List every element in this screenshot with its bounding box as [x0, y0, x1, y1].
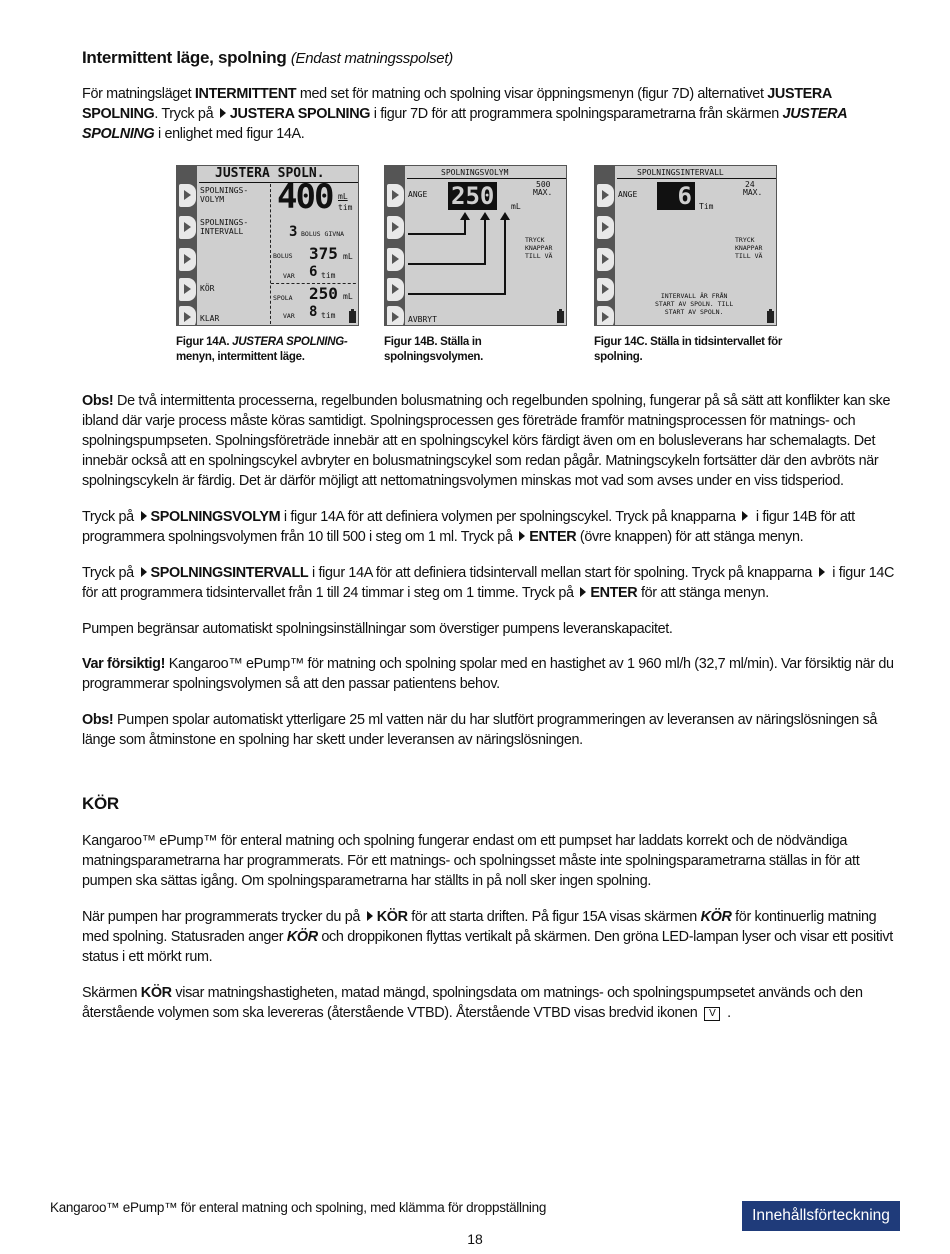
lcd-var1-value: 6 — [309, 264, 318, 280]
lcd-interval-note: INTERVALL ÄR FRÅN START AV SPOLN. TILL START AV SPOLN. — [655, 292, 734, 316]
lcd-big-value: 400 — [277, 177, 333, 217]
lcd-ange-label: ANGE — [408, 190, 428, 199]
lcd-bolus-count: 3 — [289, 224, 298, 240]
lcd-menu-kor: KÖR — [200, 284, 215, 293]
softkey-button — [387, 278, 404, 301]
softkey-button — [597, 306, 614, 326]
lcd-bolus-label: BOLUS — [273, 252, 293, 260]
softkey-button — [597, 184, 614, 207]
lcd-arrow-lines — [405, 166, 567, 326]
lcd-spola-label: SPOLA — [273, 294, 293, 302]
arrow-right-icon — [220, 108, 226, 118]
intro-paragraph: För matningsläget INTERMITTENT med set för matning och spolning visar öppningsmenyn (figur 7D) alternativet JUSTERA SPOLNING. Tryck på JUSTERA SPOLNING i figur 7D för att programmera spolningsparametrarna från skärmen JUSTERA SPOLNING i enlighet med figur 14A. — [82, 86, 847, 142]
arrow-right-icon — [519, 531, 525, 541]
lcd-unit: mL — [511, 202, 521, 211]
lcd-var2-unit: tim — [321, 311, 336, 320]
lcd-var1-label: VAR — [283, 272, 295, 280]
figure-14c-caption: Figur 14C. Ställa in tidsintervallet för spolning. — [594, 336, 783, 363]
battery-icon — [557, 311, 564, 323]
lcd-dashed-divider — [270, 184, 271, 324]
softkey-button — [597, 248, 614, 271]
arrow-right-icon — [742, 511, 748, 521]
obs-paragraph-1: Obs! De två intermittenta processerna, regelbunden bolusmatning och regelbunden spolning, fungerar på så sätt att konflikter kan ske ibland där varje process måste köras samtidigt. Spolningsprocessen ges företräde framför matningsprocessen för matnings- och spolningspumpseten. Spolningsföreträde innebär att en spolningscykel körs färdigt även om en bolusleverans har schemalagts. Det innebär också att en spolningscykel avbryter en bolusmatningscykel som redan pågår. Matningscykeln fortsätter där den avbröts när spolningscykeln är färdig. Det är därför möjligt att nettomatningsvolymen minskas mot vad som avses under en viss tidsperiod. — [82, 393, 891, 489]
lcd-menu-intervall: SPOLNINGS- INTERVALL — [200, 218, 249, 236]
softkey-button — [179, 184, 196, 207]
softkey-strip — [385, 166, 405, 325]
spolningsvolym-paragraph: Tryck på SPOLNINGSVOLYM i figur 14A för att definiera volymen per spolningscykel. Tryck på knapparna i figur 14B för att programmera spolningsvolymen från 10 till 500 i steg om 1 ml. Tryck på ENTER (övre knappen) för att stänga menyn. — [82, 509, 855, 545]
lcd-volume-value: 250 — [448, 182, 497, 210]
lcd-max-value: 500 — [536, 180, 551, 189]
arrow-right-icon — [141, 567, 147, 577]
lcd-var1-unit: tim — [321, 271, 336, 280]
kor-paragraph-2: När pumpen har programmerats trycker du på KÖR för att starta driften. På figur 15A visas skärmen KÖR för kontinuerlig matning med spolning. Statusraden anger KÖR och droppikonen flyttas vertikalt på skärmen. Den gröna LED-lampan lyser och visar ett positivt status i ett mörkt rum. — [82, 909, 893, 965]
section-heading-kor: KÖR — [82, 794, 119, 813]
lcd-bolus-value: 375 — [309, 244, 338, 263]
lcd-var2-label: VAR — [283, 312, 295, 320]
figure-14a-caption: Figur 14A. JUSTERA SPOLNING- menyn, intermittent läge. — [176, 336, 348, 363]
softkey-button — [179, 278, 196, 301]
lcd-avbryt: AVBRYT — [408, 315, 437, 324]
arrow-right-icon — [580, 587, 586, 597]
lcd-title: SPOLNINGSVOLYM — [441, 168, 509, 177]
lcd-unit-ml: mL — [338, 192, 348, 201]
page-number: 18 — [467, 1231, 483, 1247]
softkey-button — [387, 216, 404, 239]
lcd-spola-value: 250 — [309, 284, 338, 303]
softkey-button — [597, 216, 614, 239]
table-of-contents-button[interactable]: Innehållsförteckning — [742, 1201, 900, 1231]
kor-paragraph-1: Kangaroo™ ePump™ för enteral matning och spolning fungerar endast om ett pumpset har laddats korrekt och de nödvändiga matningsparametrarna har programmerats. För ett matnings- och spolningsset måste inte spolningsparametrarna ställas in för att pumpen ska sättas igång. Om spolningsparametrarna har ställts in på noll sker ingen spolning. — [82, 833, 860, 889]
lcd-max-label: MAX. — [533, 188, 553, 197]
section-heading-intermittent: Intermittent läge, spolning (Endast matningsspolset) — [82, 48, 453, 67]
battery-icon — [349, 311, 356, 323]
figure-14b-caption: Figur 14B. Ställa in spolningsvolymen. — [384, 336, 484, 363]
softkey-button — [387, 248, 404, 271]
softkey-button — [179, 248, 196, 271]
figure-14c-screen — [594, 165, 777, 326]
arrow-right-icon — [819, 567, 825, 577]
lcd-interval-value: 6 — [657, 182, 695, 210]
lcd-spola-unit: mL — [343, 292, 353, 301]
lcd-hint: TRYCK KNAPPAR TILL VÄ — [735, 236, 763, 260]
lcd-max-label: MAX. — [743, 188, 763, 197]
lcd-ange-label: ANGE — [618, 190, 638, 199]
lcd-bolus-unit: mL — [343, 252, 353, 261]
vtbd-icon: V — [704, 1007, 720, 1021]
softkey-button — [387, 306, 404, 326]
figure-14a-screen — [176, 165, 359, 326]
lcd-divider — [617, 178, 777, 179]
lcd-menu-volym: SPOLNINGS- VOLYM — [200, 186, 249, 204]
arrow-right-icon — [367, 911, 373, 921]
lcd-menu-klar: KLAR — [200, 314, 220, 323]
lcd-display — [197, 166, 358, 325]
lcd-title: SPOLNINGSINTERVALL — [637, 168, 724, 177]
kor-paragraph-3: Skärmen KÖR visar matningshastigheten, matad mängd, spolningsdata om matnings- och spolningspumpsetet används och den återstående volymen som ska levereras (återstående VTBD). Återstående VTBD visas bredvid ikonen V . — [82, 985, 863, 1021]
footer-product-name: Kangaroo™ ePump™ för enteral matning och spolning, med klämma för droppställning — [50, 1200, 547, 1215]
battery-icon — [767, 311, 774, 323]
arrow-right-icon — [141, 511, 147, 521]
var-forsiktig-paragraph: Var försiktig! Kangaroo™ ePump™ för matning och spolning spolar med en hastighet av 1 960 ml/h (32,7 ml/min). Var försiktig när du programmerar spolningsvolymen så att den passar patientens behov. — [82, 656, 894, 692]
softkey-button — [387, 184, 404, 207]
begransar-paragraph: Pumpen begränsar automatiskt spolningsinställningar som överstiger pumpens leveranskapacitet. — [82, 621, 673, 637]
softkey-button — [179, 306, 196, 326]
softkey-strip — [177, 166, 197, 325]
softkey-button — [179, 216, 196, 239]
lcd-var2-value: 8 — [309, 304, 318, 320]
lcd-max-value: 24 — [745, 180, 755, 189]
lcd-hint: TRYCK KNAPPAR TILL VÄ — [525, 236, 553, 260]
lcd-unit: Tim — [699, 202, 714, 211]
lcd-title: JUSTERA SPOLN. — [215, 166, 325, 181]
obs-paragraph-2: Obs! Pumpen spolar automatiskt ytterligare 25 ml vatten när du har slutfört programmeringen av leveransen av näringslösningen så länge som åtminstone en spolning har skett under leveransen av näringslösningen. — [82, 712, 878, 748]
softkey-strip — [595, 166, 615, 325]
softkey-button — [597, 278, 614, 301]
lcd-bolus-count-label: BOLUS GIVNA — [301, 230, 345, 238]
lcd-unit-tim: tim — [338, 203, 353, 212]
lcd-display — [615, 166, 776, 325]
spolningsintervall-paragraph: Tryck på SPOLNINGSINTERVALL i figur 14A för att definiera tidsintervall mellan start för spolning. Tryck på knapparna i figur 14C för att programmera tidsintervallet från 1 till 24 timmar i steg om 1 timme. Tryck på ENTER för att stänga menyn. — [82, 565, 895, 601]
figure-14b-screen — [384, 165, 567, 326]
lcd-display — [405, 166, 566, 325]
